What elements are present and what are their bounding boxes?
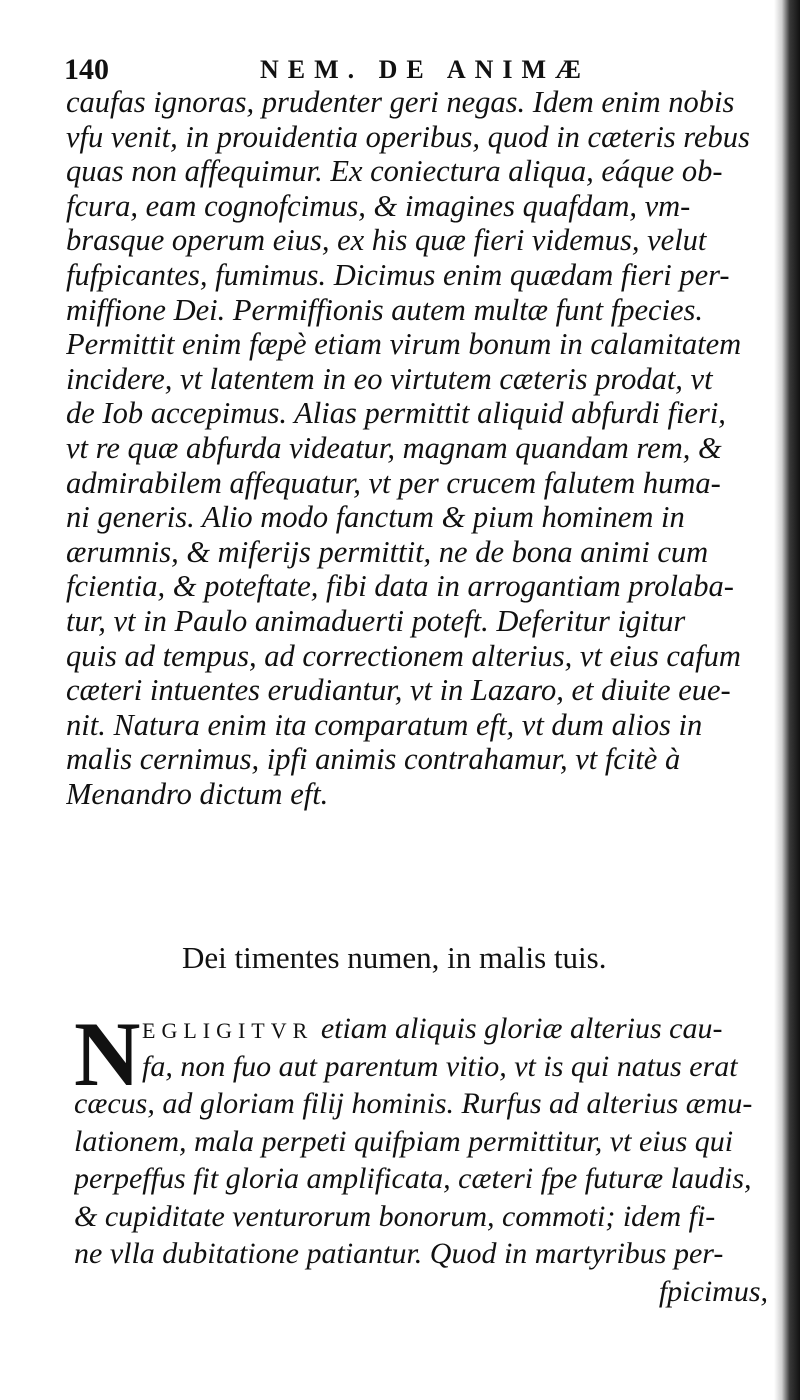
text-line: incidere, vt latentem in eo virtutem cæteris prodat, vt	[66, 361, 713, 396]
text-line: & cupiditate venturorum bonorum, commoti; idem fi-	[74, 1199, 716, 1233]
text-line: caufas ignoras, prudenter geri negas. Idem enim nobis	[66, 85, 735, 119]
text-line: nit. Natura enim ita comparatum eft, vt dum alios in	[66, 707, 703, 742]
text-line: Menandro dictum eft.	[66, 776, 329, 811]
first-line-rest: etiam aliquis gloriæ alterius cau-	[313, 1012, 723, 1045]
text-line: tur, vt in Paulo animaduerti poteft. Deferitur igitur	[66, 603, 686, 638]
text-line: malis cernimus, ipfi animis contrahamur, vt fcitè à	[66, 742, 681, 777]
text-line: brasque operum eius, ex his quæ fieri videmus, velut	[66, 223, 707, 258]
text-line: vt re quæ abfurda videatur, magnam quandam rem, &	[66, 430, 722, 465]
text-line: fcura, eam cognofcimus, & imagines quafdam, vm-	[66, 188, 691, 223]
text-line: Permittit enim fæpè etiam virum bonum in calamitatem	[66, 327, 742, 362]
text-line: ærumnis, & miferijs permittit, ne de bona animi cum	[66, 534, 709, 569]
text-line: fufpicantes, fumimus. Dicimus enim quædam fieri per-	[66, 257, 730, 292]
drop-capital: N	[74, 1003, 141, 1105]
page-number: 140	[64, 53, 109, 86]
catchword: fpicimus,	[658, 1274, 768, 1308]
text-line-first	[74, 1010, 774, 1048]
text-line: quis ad tempus, ad correctionem alterius, vt eius cafum	[66, 638, 741, 673]
page-header	[64, 50, 784, 90]
small-caps-word: EGLIGITVR	[142, 1018, 314, 1043]
text-line: fcientia, & poteftate, fibi data in arrogantiam prolaba-	[66, 569, 734, 604]
text-line: cæteri intuentes erudiantur, vt in Lazaro, et diuite eue-	[66, 673, 731, 708]
text-line: lationem, mala perpeti quifpiam permittitur, vt eius qui	[74, 1124, 734, 1158]
page-edge-shadow	[774, 0, 800, 1400]
paragraph-1	[66, 85, 766, 811]
text-line: miffione Dei. Permiffionis autem multæ funt fpecies.	[66, 292, 704, 327]
text-line: vfu venit, in prouidentia operibus, quod in cæteris rebus	[66, 119, 750, 154]
text-line: perpeffus fit gloria amplificata, cæteri fpe futuræ laudis,	[74, 1162, 752, 1195]
text-line: de Iob accepimus. Alias permittit aliquid abfurdi fieri,	[66, 396, 726, 431]
text-line: admirabilem affequatur, vt per crucem falutem huma-	[66, 465, 721, 500]
text-line: quas non affequimur. Ex coniectura aliqua, eáque ob-	[66, 154, 723, 189]
text-line: cæcus, ad gloriam filij hominis. Rurfus ad alterius æmu-	[74, 1087, 753, 1120]
verse-quotation: Dei timentes numen, in malis tuis.	[182, 940, 607, 975]
text-line: ni generis. Alio modo fanctum & pium hominem in	[66, 500, 685, 535]
paragraph-2	[74, 1003, 774, 1310]
text-line: ne vlla dubitatione patiantur. Quod in martyribus per-	[74, 1237, 724, 1270]
running-head: NEM. DE ANIMÆ	[260, 55, 591, 84]
text-line: fa, non fuo aut parentum vitio, vt is qui natus erat	[142, 1049, 738, 1083]
